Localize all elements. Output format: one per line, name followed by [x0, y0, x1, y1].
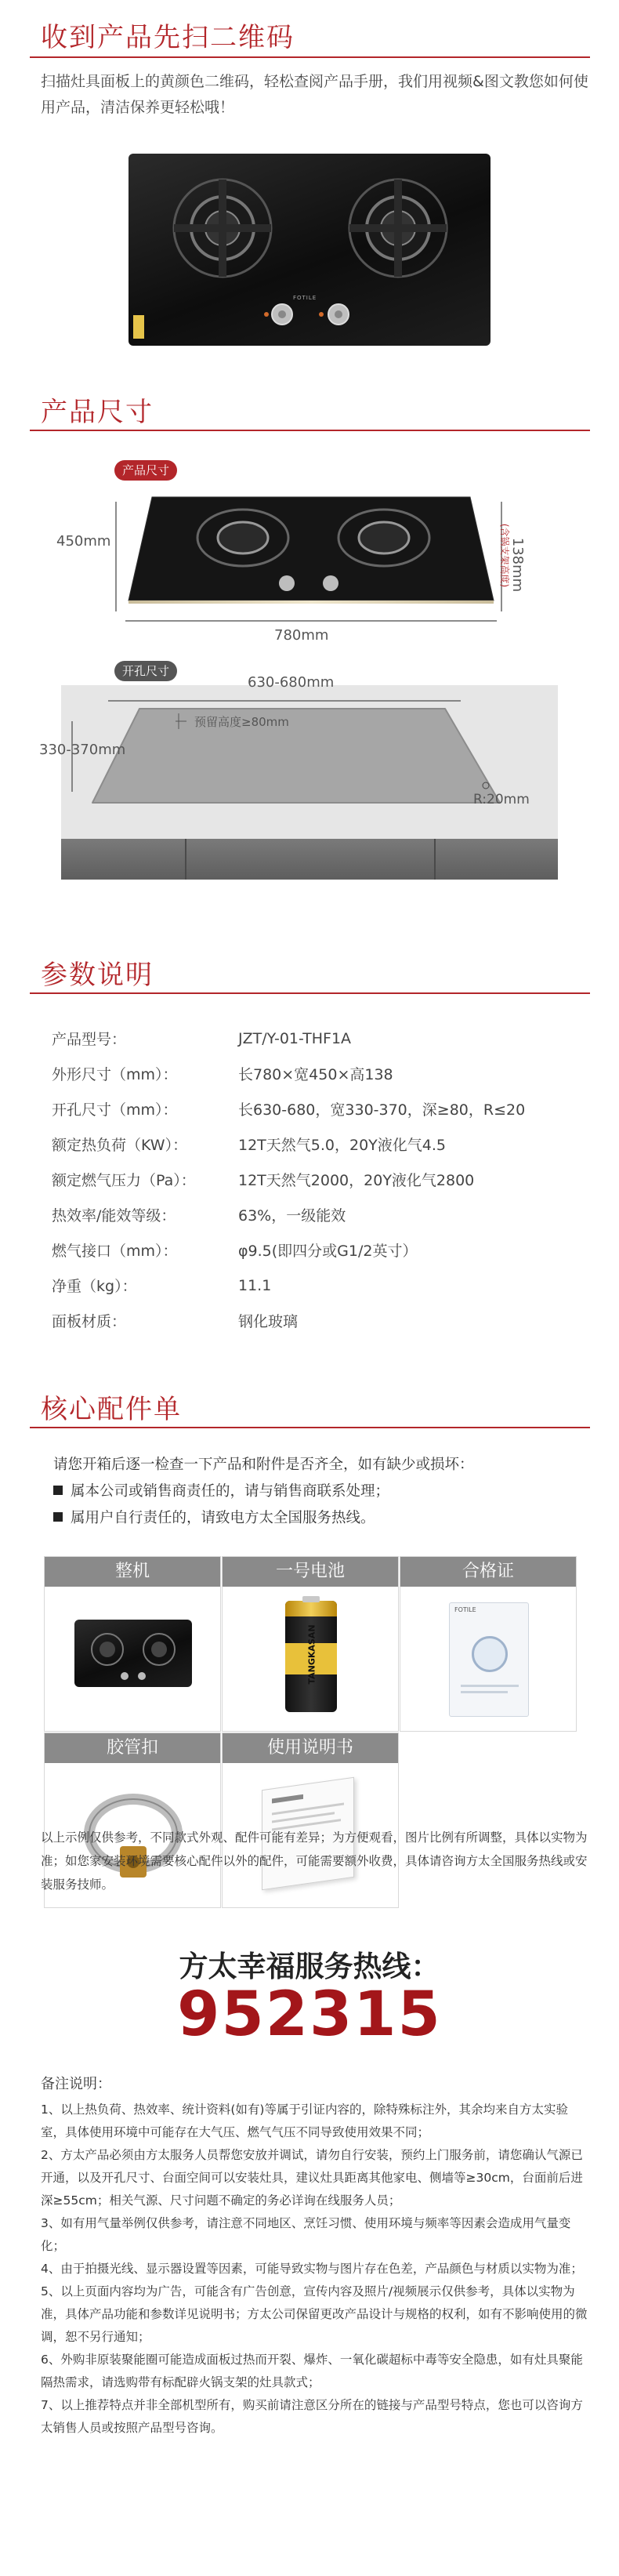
spec-value: JZT/Y-01-THF1A	[238, 1029, 352, 1047]
accessory-cell-battery	[222, 1556, 399, 1732]
spec-key: 热效率/能效等级：	[52, 1207, 176, 1225]
spec-key: 面板材质：	[52, 1313, 127, 1330]
cutout-figure	[61, 685, 558, 880]
certificate-seal-icon	[472, 1636, 508, 1672]
list-item: 属用户自行责任的，请致电方太全国服务热线。	[53, 1505, 474, 1532]
qr-code-icon	[133, 315, 144, 339]
remark-item: 7、以上推荐特点并非全部机型所有，购买前请注意区分所在的链接与产品型号特点，您也可以咨询方太销售人员或按照产品型号咨询。	[41, 2398, 583, 2435]
accessory-label: 使用说明书	[223, 1733, 398, 1763]
spec-key: 外形尺寸（mm）：	[52, 1066, 178, 1083]
certificate-card	[449, 1602, 529, 1717]
accessory-label: 合格证	[400, 1557, 576, 1587]
knob-left-icon	[272, 304, 292, 325]
accessory-intro: 请您开箱后逐一检查一下产品和附件是否齐全，如有缺少或损坏：	[53, 1457, 474, 1473]
section-title-params: 参数说明	[41, 960, 154, 991]
section-rule	[30, 992, 590, 994]
depth-label: 450mm	[56, 533, 111, 550]
accessory-cell-hob	[44, 1556, 221, 1732]
reserve-height-label: 预留高度≥80mm	[194, 715, 289, 729]
battery-brand: TANGKASAN	[306, 1624, 317, 1685]
spec-value: 长780×宽450×高138	[238, 1066, 393, 1083]
tag-product-size: 产品尺寸	[114, 460, 177, 481]
cabinet-front	[61, 839, 558, 880]
spec-value: φ9.5(即四分或G1/2英寸）	[238, 1243, 418, 1260]
spec-value: 钢化玻璃	[238, 1313, 299, 1330]
spec-row-size	[52, 1056, 592, 1091]
burner-left-icon	[174, 180, 271, 277]
spec-value: 12T天然气2000，20Y液化气2800	[238, 1172, 475, 1189]
height-note: (含锅支架高度)	[499, 523, 511, 588]
remark-item: 4、由于拍摄光线、显示器设置等因素，可能导致实物与图片存在色差，产品颜色与材质以实物为准；	[41, 2262, 583, 2276]
height-label: 138mm	[509, 537, 527, 593]
accessory-notes: 以上示例仅供参考，不同款式外观、配件可能有差异；为方便观看，图片比例有所调整，具体以实物为准；如您家安装环境需要核心配件以外的配件，可能需要额外收费，具体请咨询方太全国服务热线或安装服务技师。	[41, 1830, 588, 1892]
spec-key: 产品型号：	[52, 1031, 127, 1048]
remark-item: 3、如有用气量举例仅供参考，请注意不同地区、烹饪习惯、使用环境与频率等因素会造成用气量变化；	[41, 2216, 571, 2253]
knob-right-icon	[328, 304, 349, 325]
section-title-accessories: 核心配件单	[41, 1394, 182, 1425]
corner-radius-label: R:20mm	[473, 792, 530, 807]
remark-item: 5、以上页面内容均为广告，可能含有广告创意，宣传内容及照片/视频展示仅供参考，具体以实物为准，具体产品功能和参数详见说明书；方太公司保留更改产品设计与规格的权利，如有不影响使用的微调，恕不另行通知；	[41, 2284, 588, 2344]
panel-brand: FOTILE	[293, 295, 317, 301]
spec-key: 额定热负荷（KW）：	[52, 1137, 188, 1154]
section-title-size: 产品尺寸	[41, 397, 154, 428]
spec-key: 燃气接口（mm）：	[52, 1243, 178, 1260]
spec-row-heat-load	[52, 1127, 592, 1162]
spec-row-cutout	[52, 1091, 592, 1127]
certificate-brand: FOTILE	[454, 1606, 476, 1613]
accessory-cell-certificate	[400, 1556, 577, 1732]
remark-item: 2、方太产品必须由方太服务人员帮您安放并调试，请勿自行安装，预约上门服务前，请您确认气源已开通，以及开孔尺寸、台面空间可以安装灶具，建议灶具距离其他家电、侧墙等≥30cm，台面前后进深≥55cm；相关气源、尺寸问题不确定的务必详询在线服务人员；	[41, 2148, 583, 2208]
hotline-number[interactable]: 952315	[177, 1979, 442, 2050]
spec-row-weight	[52, 1268, 592, 1303]
spec-value: 长630-680，宽330-370，深≥80，R≤20	[238, 1101, 526, 1119]
accessory-label: 整机	[45, 1557, 220, 1587]
hob-photo-top	[129, 154, 490, 346]
remarks	[41, 2073, 589, 2440]
scan-intro: 扫描灶具面板上的黄颜色二维码，轻松查阅产品手册，我们用视频&图文教您如何使用产品，清洁保养更轻松哦！	[41, 73, 588, 116]
tag-cutout-size: 开孔尺寸	[114, 661, 177, 681]
cut-width-label: 630-680mm	[248, 674, 335, 691]
remarks-title: 备注说明：	[41, 2076, 111, 2092]
section-rule	[30, 430, 590, 431]
hob-thumbnail	[74, 1620, 192, 1687]
section-rule	[30, 1427, 590, 1428]
spec-row-model	[52, 1021, 592, 1056]
battery-icon	[285, 1601, 337, 1712]
section-title-scan: 收到产品先扫二维码	[41, 22, 295, 53]
spec-key: 额定燃气压力（Pa）：	[52, 1172, 196, 1189]
accessory-label: 胶管扣	[45, 1733, 220, 1763]
accessory-label: 一号电池	[223, 1557, 398, 1587]
spec-key: 开孔尺寸（mm）：	[52, 1101, 178, 1119]
spec-row-panel	[52, 1303, 592, 1338]
spec-value: 63%，一级能效	[238, 1207, 346, 1225]
remark-item: 6、外购非原装聚能圈可能造成面板过热而开裂、爆炸、一氧化碳超标中毒等安全隐患，如有灶具聚能隔热需求，请选购带有标配辟火锅支架的灶具款式；	[41, 2353, 583, 2389]
remark-item: 1、以上热负荷、热效率、统计资料(如有)等属于引证内容的，除特殊标注外，其余均来自方太实验室，具体使用环境中可能存在大气压、燃气气压不同导致使用效果不同；	[41, 2103, 568, 2139]
spec-row-efficiency	[52, 1197, 592, 1232]
hotline-title: 方太幸福服务热线：	[179, 1950, 440, 1983]
spec-key: 净重（kg）：	[52, 1278, 137, 1295]
square-bullet-icon	[53, 1486, 63, 1495]
spec-value: 12T天然气5.0，20Y液化气4.5	[238, 1137, 446, 1154]
list-item: 属本公司或销售商责任的，请与销售商联系处理；	[53, 1478, 474, 1505]
section-rule	[30, 56, 590, 58]
spec-row-gas-pressure	[52, 1162, 592, 1197]
square-bullet-icon	[53, 1512, 63, 1522]
cutout-hole	[92, 709, 500, 803]
accessory-instructions	[53, 1452, 474, 1532]
cut-depth-label: 330-370mm	[39, 742, 126, 758]
spec-row-gas-inlet	[52, 1232, 592, 1268]
width-label: 780mm	[274, 627, 329, 644]
spec-table	[52, 1021, 592, 1338]
burner-right-icon	[349, 180, 447, 277]
spec-value: 11.1	[238, 1276, 272, 1294]
